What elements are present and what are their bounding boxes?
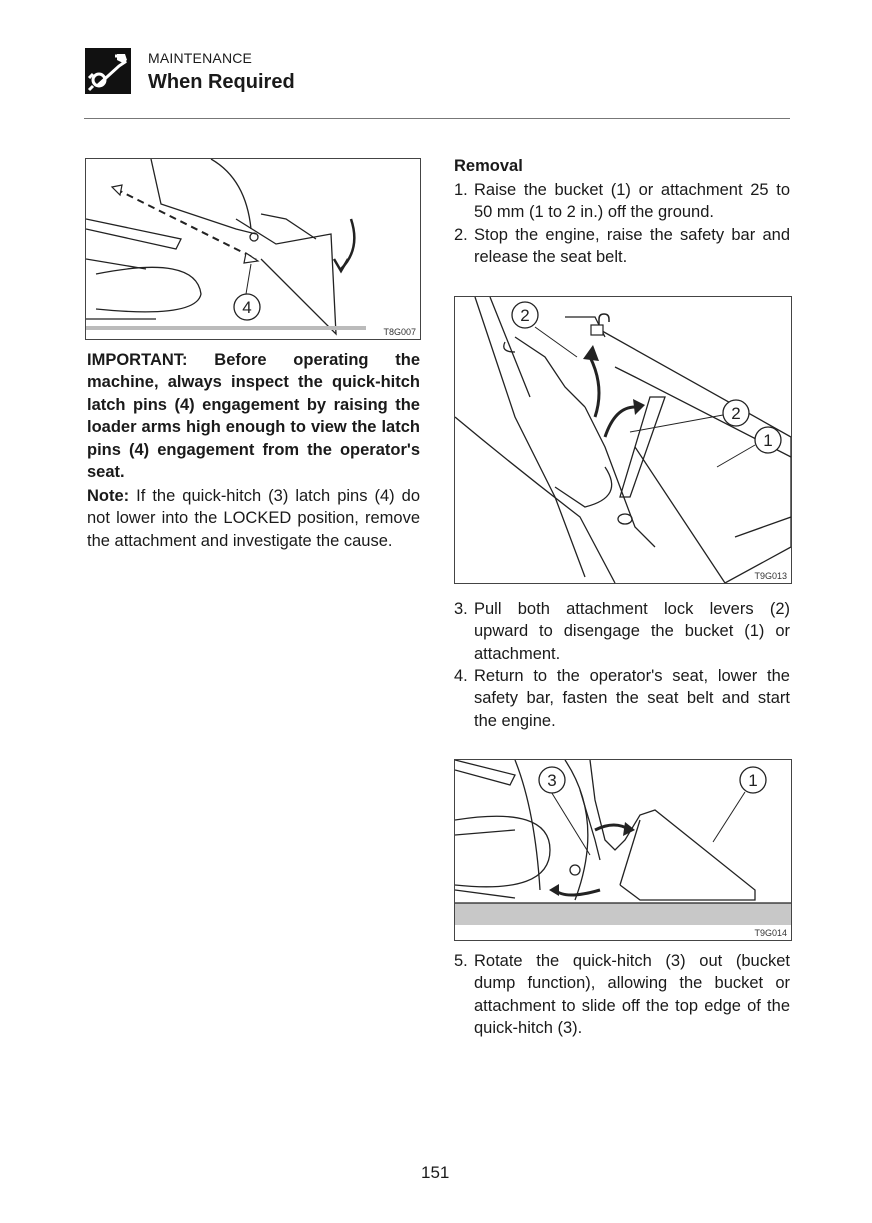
figure-code: T9G014 — [754, 928, 787, 938]
removal-heading: Removal — [454, 157, 523, 175]
note-paragraph — [87, 485, 420, 552]
important-warning: IMPORTANT: Before operating the machine, always inspect the quick-hitch latch pins (4) engagement by raising the loader arms high enough to view the latch pins (4) engagement from the operator's seat. — [87, 351, 420, 482]
step-1: 1. Raise the bucket (1) or attachment 25 to 50 mm (1 to 2 in.) off the ground. — [454, 181, 790, 222]
page-title: When Required — [148, 71, 295, 93]
callout-2-right: 2 — [731, 404, 741, 423]
header-divider — [84, 118, 790, 119]
page-number: 151 — [421, 1163, 450, 1182]
figure-code: T8G007 — [383, 327, 416, 337]
callout-2-top: 2 — [520, 306, 530, 325]
step-2: 2. Stop the engine, raise the safety bar and release the seat belt. — [454, 226, 790, 267]
section-label: MAINTENANCE — [148, 50, 253, 66]
callout-1: 1 — [763, 431, 773, 450]
callout-1: 1 — [748, 771, 758, 790]
figure-quick-hitch — [454, 759, 792, 941]
step-5: 5. Rotate the quick-hitch (3) out (bucket dump function), allowing the bucket or attachment to slide off the top edge of the quick-hitch (3). — [454, 952, 790, 1038]
figure-code: T9G013 — [754, 571, 787, 581]
note-label: Note: — [87, 487, 130, 505]
wrench-gear-icon — [85, 48, 131, 94]
figure-latch-pin — [85, 158, 421, 340]
callout-4: 4 — [242, 298, 252, 317]
step-4: 4. Return to the operator's seat, lower the safety bar, fasten the seat belt and start the engine. — [454, 667, 790, 730]
step-3: 3. Pull both attachment lock levers (2) upward to disengage the bucket (1) or attachment. — [454, 600, 790, 663]
callout-3: 3 — [547, 771, 557, 790]
figure-lock-levers — [454, 296, 792, 584]
note-text: If the quick-hitch (3) latch pins (4) do not lower into the LOCKED position, remove the attachment and investigate the cause. — [87, 487, 420, 550]
